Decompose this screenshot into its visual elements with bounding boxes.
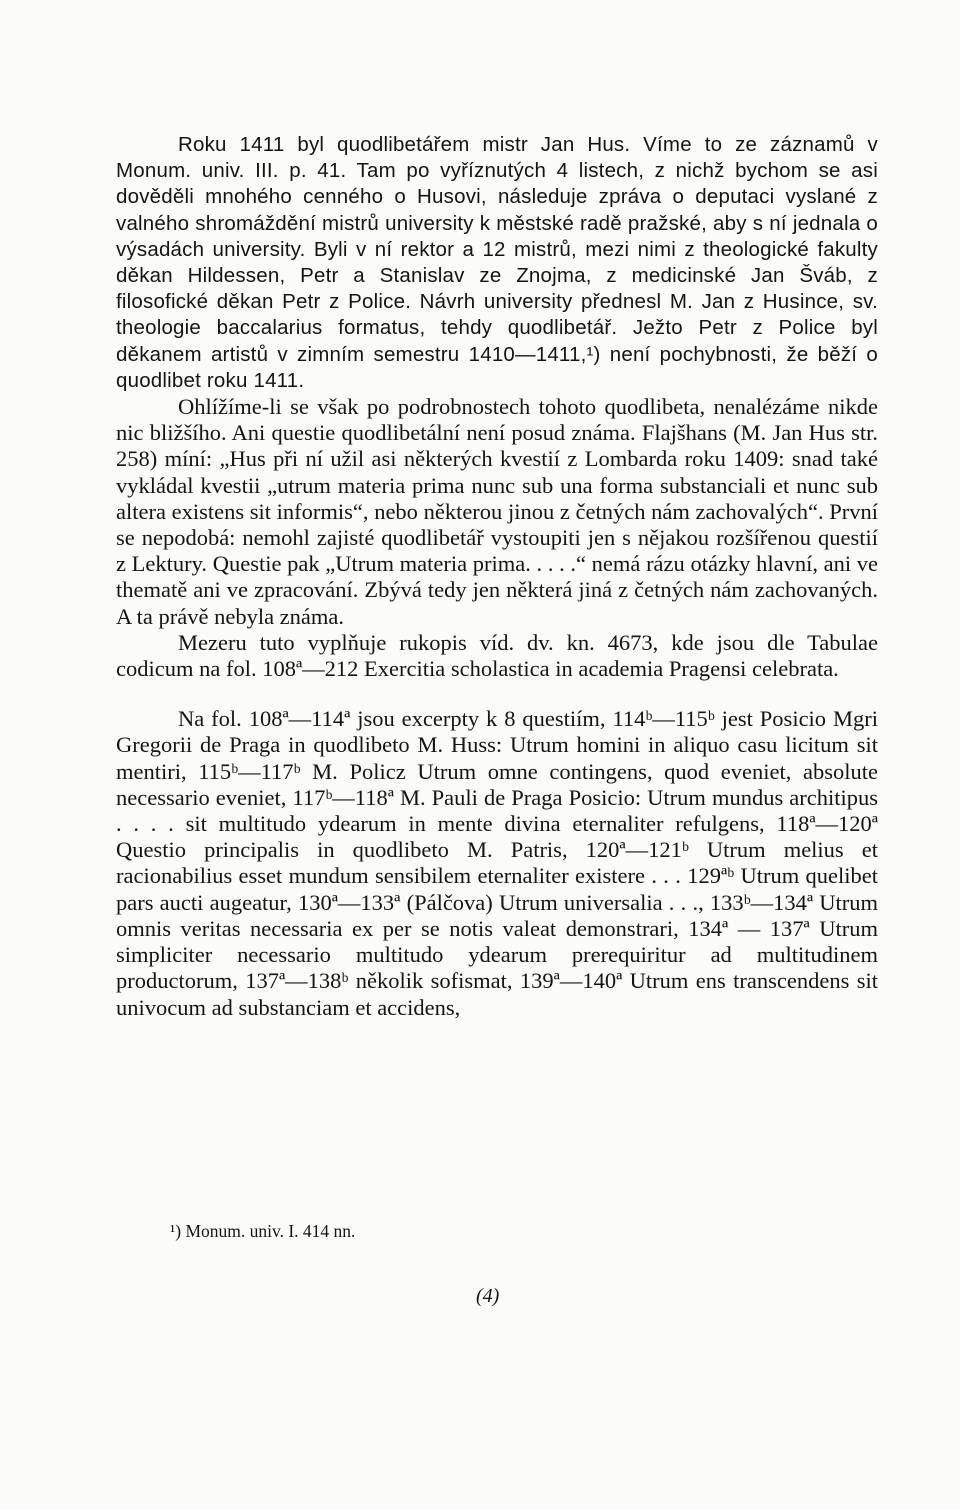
document-body (116, 132, 878, 1021)
paragraph-1: Roku 1411 byl quodlibetářem mistr Jan Hus. Víme to ze záznamů v Monum. univ. III. p. 41. Tam po vyříznutých 4 listech, z nichž bychom se asi dověděli mnohého cenného o Husovi, následuje zpráva o deputaci vyslané z valného shromáždění mistrů university k městské radě pražské, aby s ní jednala o výsadách university. Byli v ní rektor a 12 mistrů, mezi nimi z theologické fakulty děkan Hildessen, Petr a Stanislav ze Znojma, z medicinské Jan Šváb, z filosofické děkan Petr z Police. Návrh university přednesl M. Jan z Husince, sv. theologie baccalarius formatus, tehdy quodlibetář. Ježto Petr z Police byl děkanem artistů v zimním semestru 1410—1411,¹) není pochybnosti, že běží o quodlibet roku 1411. (116, 133, 878, 392)
page-number: (4) (476, 1285, 500, 1307)
paragraph-4: Na fol. 108ª—114ª jsou excerpty k 8 questiím, 114ᵇ—115ᵇ jest Posicio Mgri Gregorii de Praga in quodlibeto M. Huss: Utrum homini in aliquo casu licitum sit mentiri, 115ᵇ—117ᵇ M. Policz Utrum omne contingens, quod eveniet, absolute necessario eveniet, 117ᵇ—118ª M. Pauli de Praga Posicio: Utrum mundus architipus . . . . sit multitudo ydearum in mente divina eternaliter refulgens, 118ª—120ª Questio principalis in quodlibeto M. Patris, 120ª—121ᵇ Utrum melius et racionabilius esset mundum sensibilem eternaliter existere . . . 129ªᵇ Utrum quelibet pars aucti augeatur, 130ª—133ª (Pálčova) Utrum universalia . . ., 133ᵇ—134ª Utrum omnis veritas necessaria ex per se notis valeat demonstrari, 134ª — 137ª Utrum simpliciter necessario multitudo ydearum prerequiritur ad multitudinem productorum, 137ª—138ᵇ několik sofismat, 139ª—140ª Utrum ens transcendens sit univocum ad substanciam et accidens, (116, 706, 878, 1020)
paragraph-3: Mezeru tuto vyplňuje rukopis víd. dv. kn. 4673, kde jsou dle Tabulae codicum na fol. 108ª—212 Exercitia scholastica in academia Pragensi celebrata. (116, 629, 878, 682)
footnote: ¹) Monum. univ. I. 414 nn. (170, 1221, 356, 1241)
paragraph-2: Ohlížíme-li se však po podrobnostech tohoto quodlibeta, nenalézáme nikde nic bližšího. Ani questie quodlibetální není posud známa. Flajšhans (M. Jan Hus str. 258) míní: „Hus při ní užil asi některých kvestií z Lombarda roku 1409: snad také vykládal kvestii „utrum materia prima nunc sub una forma substanciali et nunc sub altera existens sit informis“, nebo některou jinou z četných nám zachovalých“. První se nepodobá: nemohl zajisté quodlibetář vystoupiti jen s nějakou rozšířenou questií z Lektury. Questie pak „Utrum materia prima. . . . .“ nemá rázu otázky hlavní, ani ve thematě ani ve zpracování. Zbývá tedy jen některá jiná z četných nám zachovaných. A ta právě nebyla známa. (116, 394, 878, 629)
